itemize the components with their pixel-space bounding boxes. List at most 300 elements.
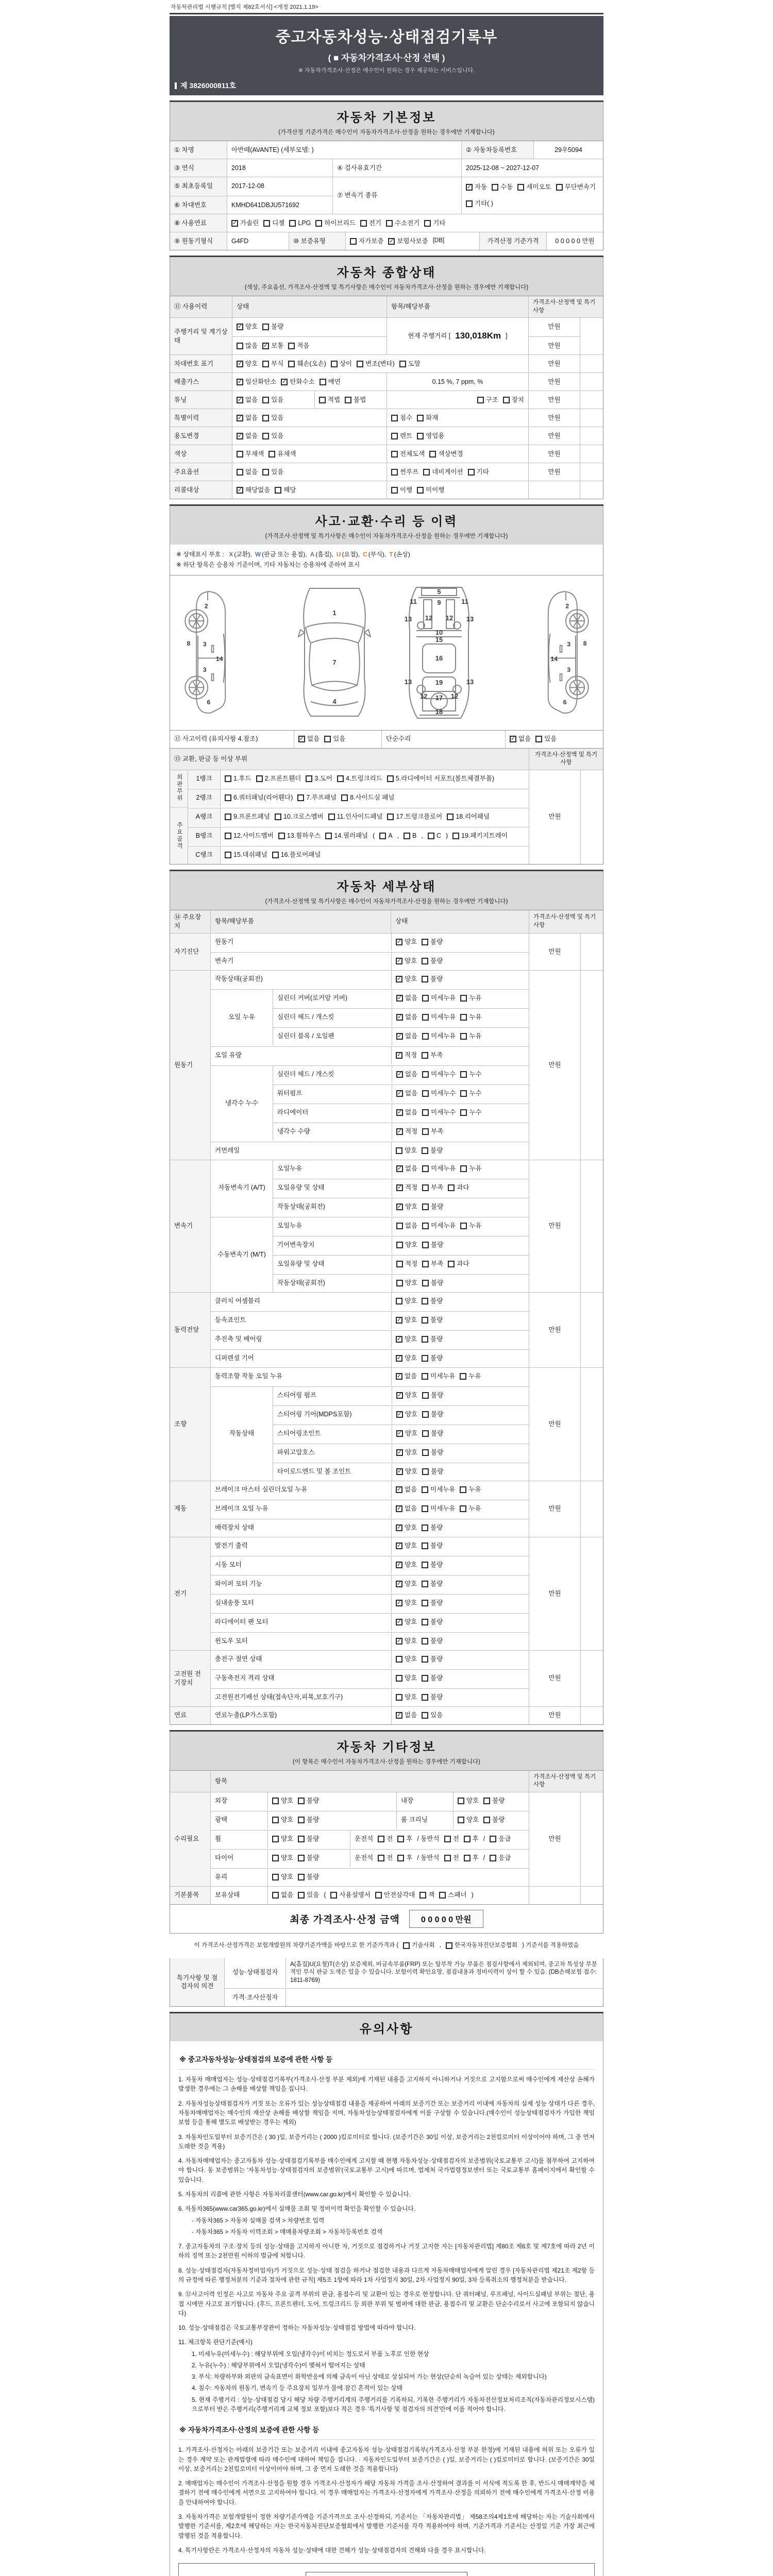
checkbox-적법[interactable] bbox=[319, 396, 340, 404]
checkbox-13.휠하우스[interactable] bbox=[278, 832, 321, 840]
checkbox-box-icon: ✓ bbox=[263, 342, 268, 349]
checkbox-양호[interactable] bbox=[396, 957, 417, 965]
checkbox-있음[interactable] bbox=[262, 414, 283, 422]
field bbox=[345, 232, 479, 250]
checkbox-후[interactable] bbox=[464, 1854, 479, 1862]
checkbox-불량[interactable] bbox=[422, 1637, 443, 1646]
checkbox-후[interactable] bbox=[464, 1835, 479, 1843]
checkbox-불량[interactable] bbox=[422, 1523, 443, 1532]
checkbox-없음[interactable] bbox=[396, 1013, 417, 1022]
checkbox-영업용[interactable] bbox=[417, 432, 444, 440]
checkbox-불량[interactable] bbox=[422, 1599, 443, 1607]
checkbox-구조[interactable] bbox=[477, 396, 498, 404]
checkbox-C[interactable] bbox=[428, 832, 441, 840]
checkbox-불법[interactable] bbox=[345, 396, 366, 404]
checkbox-한국자동차진단보증협회[interactable] bbox=[446, 1942, 517, 1950]
checkbox-디젤[interactable] bbox=[263, 219, 284, 228]
checkbox-label: 적정 bbox=[405, 1184, 418, 1192]
checkbox-없음[interactable] bbox=[237, 432, 258, 440]
checkbox-9.프론트패널[interactable] bbox=[225, 812, 270, 821]
checkbox-없음[interactable] bbox=[396, 994, 417, 1003]
checkbox-없음[interactable] bbox=[272, 1891, 293, 1900]
checkbox-없음[interactable] bbox=[237, 414, 258, 422]
checkbox-LPG[interactable] bbox=[289, 219, 311, 228]
checkbox-미세누유[interactable] bbox=[422, 1372, 455, 1381]
checkbox-미세누유[interactable] bbox=[422, 1222, 456, 1230]
field: 만원 bbox=[529, 1293, 580, 1367]
table-row bbox=[170, 427, 603, 445]
checkbox-불량[interactable] bbox=[422, 1241, 443, 1249]
checkbox-전[interactable] bbox=[444, 1854, 459, 1862]
checkbox-전[interactable] bbox=[378, 1835, 393, 1843]
cell-group bbox=[273, 1066, 529, 1141]
checkbox-누수[interactable] bbox=[460, 1108, 481, 1117]
field bbox=[391, 1633, 529, 1650]
checkbox-불량[interactable] bbox=[422, 1429, 443, 1438]
checkbox-양호[interactable] bbox=[237, 360, 258, 368]
field: 추진축 및 베어링 bbox=[215, 1335, 262, 1343]
checkbox-양호[interactable] bbox=[237, 323, 258, 331]
notice-sub-item: - 자동차365 > 자동차 이력조회 > 매매용차량조회 > 자동차등록번호 검색 bbox=[192, 2228, 383, 2235]
checkbox-양호[interactable] bbox=[396, 1391, 417, 1400]
checkbox-14.필러패널[interactable] bbox=[325, 832, 368, 840]
checkbox-2.프론트휀더[interactable] bbox=[256, 774, 301, 783]
field: 2025-12-08 ~ 2027-12-07 bbox=[461, 159, 603, 177]
checkbox-양호[interactable] bbox=[458, 1816, 479, 1824]
checkbox-양호[interactable] bbox=[396, 1541, 417, 1550]
checkbox-label: 10.크로스멤버 bbox=[283, 813, 324, 821]
checkbox-불량[interactable] bbox=[422, 1541, 443, 1550]
checkbox-불량[interactable] bbox=[422, 1448, 443, 1457]
checkbox-양호[interactable] bbox=[396, 1618, 417, 1626]
checkbox-box-icon bbox=[319, 397, 326, 403]
checkbox-유채색[interactable] bbox=[268, 450, 296, 459]
checkbox-해당없음[interactable] bbox=[237, 486, 270, 495]
checkbox-양호[interactable] bbox=[396, 1202, 417, 1211]
checkbox-없음[interactable] bbox=[298, 735, 320, 743]
checkbox-불량[interactable] bbox=[298, 1797, 319, 1805]
checkbox-양호[interactable] bbox=[272, 1835, 293, 1843]
checkbox-불량[interactable] bbox=[422, 1580, 443, 1588]
checkbox-미세누유[interactable] bbox=[422, 1013, 456, 1022]
checkbox-A[interactable] bbox=[379, 832, 392, 840]
checkbox-양호[interactable] bbox=[396, 1429, 417, 1438]
field bbox=[220, 827, 529, 845]
checkbox-label: 불량 bbox=[430, 1297, 443, 1305]
checkbox-전[interactable] bbox=[444, 1835, 459, 1843]
checkbox-불량[interactable] bbox=[298, 1835, 319, 1843]
checkbox-불량[interactable] bbox=[422, 1146, 443, 1155]
checkbox-양호[interactable] bbox=[396, 938, 417, 946]
checkbox-미세누유[interactable] bbox=[422, 1164, 456, 1173]
checkbox-1.후드[interactable] bbox=[225, 774, 251, 783]
checkbox-미세누수[interactable] bbox=[422, 1108, 456, 1117]
table-row bbox=[225, 1988, 603, 2006]
checkbox-label: 가솔린 bbox=[240, 219, 259, 227]
checkbox-탄화수소[interactable] bbox=[281, 378, 314, 386]
checkbox-세미오토[interactable] bbox=[517, 183, 551, 192]
field: 오일유량 및 상태 bbox=[277, 1260, 325, 1268]
checkbox-후[interactable] bbox=[397, 1835, 412, 1843]
checkbox-label: 일산화탄소 bbox=[245, 378, 277, 385]
car-side-right-diagram[interactable] bbox=[497, 583, 595, 723]
field bbox=[391, 934, 529, 951]
checkbox-누수[interactable] bbox=[460, 1070, 481, 1079]
checkbox-양호[interactable] bbox=[396, 1279, 417, 1287]
table-row bbox=[211, 934, 529, 951]
checkbox-자동[interactable] bbox=[466, 183, 487, 192]
checkbox-18.리어패널[interactable] bbox=[447, 812, 490, 821]
checkbox-적정[interactable] bbox=[396, 1260, 417, 1268]
checkbox-label: 보통 bbox=[271, 342, 284, 349]
checkbox-label: 미세누유 bbox=[431, 1032, 456, 1040]
checkbox-양호[interactable] bbox=[396, 1467, 417, 1476]
checkbox-양호[interactable] bbox=[458, 1797, 479, 1805]
checkbox-양호[interactable] bbox=[272, 1816, 293, 1824]
checkbox-없음[interactable] bbox=[396, 1485, 417, 1494]
checkbox-불량[interactable] bbox=[422, 1297, 443, 1306]
checkbox-부족[interactable] bbox=[422, 1260, 443, 1268]
checkbox-미이행[interactable] bbox=[417, 486, 444, 495]
notice-sub-item: 2. 누유(누수) : 해당부위에서 오일(냉각수)이 맺혀서 떨어지는 상태 bbox=[192, 2361, 365, 2369]
checkbox-보험사보증[interactable] bbox=[388, 237, 428, 246]
checkbox-양호[interactable] bbox=[396, 1448, 417, 1457]
checkbox-미세누유[interactable] bbox=[422, 1504, 455, 1513]
checkbox-장치[interactable] bbox=[503, 396, 524, 404]
checkbox-훼손(오손)[interactable] bbox=[288, 360, 326, 368]
checkbox-없음[interactable] bbox=[237, 396, 258, 404]
checkbox-사용설명서[interactable] bbox=[330, 1891, 370, 1900]
field: 만원 bbox=[529, 1651, 580, 1706]
checkbox-양호[interactable] bbox=[396, 1580, 417, 1588]
checkbox-불량[interactable] bbox=[483, 1797, 505, 1805]
checkbox-양호[interactable] bbox=[396, 975, 417, 984]
checkbox-수동[interactable] bbox=[492, 183, 513, 192]
checkbox-안전삼각대[interactable] bbox=[375, 1891, 415, 1900]
checkbox-불량[interactable] bbox=[422, 1335, 443, 1344]
checkbox-label: 양호 bbox=[405, 938, 417, 946]
checkbox-label: 불량 bbox=[430, 1316, 443, 1324]
checkbox-11.인사이드패널[interactable] bbox=[328, 812, 383, 821]
checkbox-없음[interactable] bbox=[396, 1504, 417, 1513]
checkbox-불량[interactable] bbox=[422, 1354, 443, 1363]
checkbox-box-icon bbox=[298, 1817, 305, 1823]
checkbox-부족[interactable] bbox=[422, 1051, 443, 1060]
checkbox-양호[interactable] bbox=[272, 1873, 293, 1882]
checkbox-있음[interactable] bbox=[262, 432, 283, 440]
checkbox-box-icon bbox=[275, 814, 281, 820]
checkbox-없음[interactable] bbox=[396, 1108, 417, 1117]
checkbox-누유[interactable] bbox=[460, 1485, 481, 1494]
checkbox-많음[interactable] bbox=[237, 342, 258, 350]
field bbox=[580, 1481, 603, 1537]
checkbox-양호[interactable] bbox=[396, 1297, 417, 1306]
checkbox-부족[interactable] bbox=[422, 1127, 443, 1136]
checkbox-3.도어[interactable] bbox=[306, 774, 332, 783]
checkbox-적음[interactable] bbox=[288, 342, 309, 350]
checkbox-box-icon bbox=[422, 1261, 429, 1267]
checkbox-불량[interactable] bbox=[422, 1655, 443, 1664]
checkbox-불량[interactable] bbox=[422, 1618, 443, 1626]
checkbox-있음[interactable] bbox=[422, 1711, 443, 1720]
checkbox-없음[interactable] bbox=[396, 1372, 417, 1381]
checkbox-label: 불량 bbox=[430, 1580, 443, 1588]
checkbox-양호[interactable] bbox=[396, 1561, 417, 1569]
checkbox-양호[interactable] bbox=[396, 1146, 417, 1155]
checkbox-불량[interactable] bbox=[262, 323, 283, 331]
checkbox-자가보증[interactable] bbox=[350, 237, 383, 246]
checkbox-label: 변조(변타) bbox=[365, 360, 395, 367]
checkbox-6.쿼터패널(리어휀다)[interactable] bbox=[225, 793, 293, 802]
table-row bbox=[211, 989, 529, 1045]
checkbox-4.트렁크리드[interactable] bbox=[337, 774, 382, 783]
checkbox-있음[interactable] bbox=[262, 396, 283, 404]
checkbox-label: 없음 bbox=[245, 432, 258, 439]
field: 워터펌프 bbox=[277, 1090, 303, 1097]
checkbox-있음[interactable] bbox=[324, 735, 345, 743]
checkbox-양호[interactable] bbox=[396, 1655, 417, 1664]
checkbox-불량[interactable] bbox=[422, 1391, 443, 1400]
checkbox-label: 6.쿼터패널(리어휀다) bbox=[233, 794, 293, 802]
checkbox-응급[interactable] bbox=[490, 1854, 511, 1862]
field bbox=[232, 373, 386, 391]
checkbox-미세누유[interactable] bbox=[422, 994, 456, 1003]
checkbox-box-icon bbox=[460, 1109, 467, 1116]
checkbox-양호[interactable] bbox=[396, 1316, 417, 1325]
checkbox-box-icon: ✓ bbox=[237, 414, 243, 421]
checkbox-불량[interactable] bbox=[422, 975, 443, 984]
checkbox-불량[interactable] bbox=[422, 1279, 443, 1287]
checkbox-스패너[interactable] bbox=[439, 1891, 466, 1900]
checkbox-B[interactable] bbox=[404, 832, 416, 840]
checkbox-후[interactable] bbox=[397, 1854, 412, 1862]
checkbox-침수[interactable] bbox=[391, 414, 412, 422]
checkbox-기술사회[interactable] bbox=[403, 1942, 434, 1950]
checkbox-label: 수동 bbox=[500, 183, 513, 191]
checkbox-box-icon bbox=[324, 736, 331, 742]
checkbox-19.패키지트레이[interactable] bbox=[452, 832, 508, 840]
car-top-diagram[interactable] bbox=[288, 583, 381, 723]
checkbox-하이브리드[interactable] bbox=[315, 219, 355, 228]
checkbox-누유[interactable] bbox=[460, 994, 481, 1003]
checkbox-불량[interactable] bbox=[422, 938, 443, 946]
checkbox-label: 불량 bbox=[492, 1816, 505, 1824]
checkbox-양호[interactable] bbox=[396, 1674, 417, 1683]
checkbox-누유[interactable] bbox=[460, 1013, 481, 1022]
checkbox-누수[interactable] bbox=[460, 1089, 481, 1098]
checkbox-없음[interactable] bbox=[396, 1070, 417, 1079]
checkbox-미세누수[interactable] bbox=[422, 1089, 456, 1098]
checkbox-16.플로어패널[interactable] bbox=[272, 851, 321, 859]
table-row bbox=[211, 1811, 529, 1829]
table-row bbox=[211, 1792, 529, 1810]
field bbox=[391, 1293, 529, 1310]
car-bottom-diagram[interactable] bbox=[393, 583, 485, 723]
notice-item: 5. 자동차의 리콜에 관한 사항은 자동차리콜센터(www.car.go.kr)에서 확인할 수 있습니다. bbox=[178, 2190, 411, 2198]
notice-item: 2. 자동차성능상태점검자가 거짓 또는 오류가 있는 성능상태점검 내용을 제공하여 아래의 보증기간 또는 보증거리 이내에 자동차의 실제 성능 상태가 다른 경우, 자동차매매업자는 매수인의 재산상 손해를 배상할 책임을 지며, 자동차성능상태점검자에게 이를 구상할 수 있습니다.(매수인이 성능상태점검자가 가입한 책임보험 등을 통해 별도로 배상받는 경우는 제외) bbox=[178, 2099, 595, 2126]
checkbox-label: 있음 bbox=[430, 1711, 443, 1719]
checkbox-누유[interactable] bbox=[460, 1164, 481, 1173]
checkbox-무단변속기[interactable] bbox=[556, 183, 596, 192]
checkbox-양호[interactable] bbox=[396, 1410, 417, 1419]
checkbox-상이[interactable] bbox=[331, 360, 352, 368]
checkbox-전[interactable] bbox=[378, 1854, 393, 1862]
checkbox-가솔린[interactable] bbox=[231, 219, 259, 228]
checkbox-없음[interactable] bbox=[396, 1222, 417, 1230]
checkbox-불량[interactable] bbox=[422, 957, 443, 965]
checkbox-label: 있음 bbox=[333, 735, 346, 743]
checkbox-매연[interactable] bbox=[320, 378, 341, 386]
checkbox-불량[interactable] bbox=[422, 1410, 443, 1419]
checkbox-없음[interactable] bbox=[396, 1089, 417, 1098]
checkbox-label: 불량 bbox=[431, 1241, 444, 1249]
checkbox-label: 양호 bbox=[405, 1203, 418, 1211]
checkbox-7.루프패널[interactable] bbox=[297, 793, 337, 802]
checkbox-있음[interactable] bbox=[262, 468, 283, 477]
checkbox-box-icon bbox=[315, 220, 322, 227]
checkbox-양호[interactable] bbox=[396, 1599, 417, 1607]
checkbox-label: 미세누수 bbox=[431, 1090, 456, 1097]
checkbox-없음[interactable] bbox=[237, 468, 258, 477]
checkbox-불량[interactable] bbox=[422, 1202, 443, 1211]
table-row bbox=[273, 1405, 529, 1423]
checkbox-무채색[interactable] bbox=[237, 450, 264, 459]
checkbox-양호[interactable] bbox=[396, 1335, 417, 1344]
checkbox-기타( )[interactable] bbox=[466, 199, 493, 208]
checkbox-불량[interactable] bbox=[422, 1674, 443, 1683]
checkbox-8.사이드실 패널[interactable] bbox=[341, 793, 394, 802]
checkbox-적정[interactable] bbox=[396, 1051, 417, 1060]
checkbox-12.사이드멤버[interactable] bbox=[225, 832, 274, 840]
checkbox-렌트[interactable] bbox=[391, 432, 412, 440]
checkbox-label: 2.프론트휀더 bbox=[264, 775, 301, 783]
checkbox-미세누유[interactable] bbox=[422, 1032, 456, 1041]
checkbox-불량[interactable] bbox=[422, 1316, 443, 1325]
checkbox-양호[interactable] bbox=[396, 1241, 417, 1249]
checkbox-box-icon bbox=[458, 1817, 464, 1823]
checkbox-부식[interactable] bbox=[262, 360, 283, 368]
checkbox-box-icon bbox=[466, 200, 473, 207]
checkbox-없음[interactable] bbox=[396, 1164, 417, 1173]
checkbox-10.크로스멤버[interactable] bbox=[275, 812, 324, 821]
checkbox-box-icon bbox=[268, 451, 275, 457]
checkbox-누유[interactable] bbox=[460, 1372, 481, 1381]
checkbox-미세누유[interactable] bbox=[422, 1485, 455, 1494]
checkbox-미세누수[interactable] bbox=[422, 1070, 456, 1079]
checkbox-전기[interactable] bbox=[360, 219, 381, 228]
car-side-left-diagram[interactable] bbox=[178, 583, 276, 723]
checkbox-과다[interactable] bbox=[448, 1260, 469, 1268]
checkbox-있음[interactable] bbox=[535, 735, 557, 743]
cell-group bbox=[210, 1481, 529, 1537]
checkbox-label: 무채색 bbox=[245, 450, 264, 457]
checkbox-수소전기[interactable] bbox=[386, 219, 419, 228]
checkbox-해당[interactable] bbox=[275, 486, 296, 495]
symbol-W: W bbox=[255, 551, 261, 558]
checkbox-적정[interactable] bbox=[396, 1127, 417, 1136]
checkbox-불량[interactable] bbox=[422, 1467, 443, 1476]
checkbox-기타[interactable] bbox=[468, 468, 489, 477]
field: 전기 bbox=[170, 1537, 210, 1650]
checkbox-불량[interactable] bbox=[422, 1693, 443, 1702]
checkbox-box-icon bbox=[298, 1874, 305, 1880]
checkbox-누유[interactable] bbox=[460, 1222, 481, 1230]
field: 스티어링조인트 bbox=[277, 1430, 321, 1437]
checkbox-없음[interactable] bbox=[510, 735, 531, 743]
checkbox-있음[interactable] bbox=[298, 1891, 319, 1900]
checkbox-15.대쉬패널[interactable] bbox=[225, 851, 267, 859]
checkbox-기타[interactable] bbox=[424, 219, 445, 228]
checkbox-양호[interactable] bbox=[396, 1637, 417, 1646]
symbol-X: X bbox=[229, 551, 233, 558]
checkbox-잭[interactable] bbox=[419, 1891, 434, 1900]
checkbox-누유[interactable] bbox=[460, 1032, 481, 1041]
checkbox-label: 세미오토 bbox=[526, 183, 551, 191]
panel-number-label: 16 bbox=[435, 654, 443, 662]
checkbox-5.라디에이터 서포트(볼트체결부품)[interactable] bbox=[387, 774, 494, 783]
checkbox-없음[interactable] bbox=[396, 1711, 417, 1720]
checkbox-불량[interactable] bbox=[298, 1873, 319, 1882]
checkbox-도말[interactable] bbox=[399, 360, 421, 368]
checkbox-양호[interactable] bbox=[272, 1797, 293, 1805]
checkbox-과다[interactable] bbox=[448, 1183, 469, 1192]
notice-blocks bbox=[178, 2047, 595, 2555]
field bbox=[267, 1792, 396, 1810]
checkbox-적정[interactable] bbox=[396, 1183, 417, 1192]
cell-group bbox=[210, 1537, 529, 1650]
checkbox-이행[interactable] bbox=[391, 486, 412, 495]
checkbox-보통[interactable] bbox=[262, 342, 283, 350]
checkbox-양호[interactable] bbox=[396, 1693, 417, 1702]
field bbox=[392, 990, 529, 1007]
checkbox-box-icon bbox=[424, 220, 431, 227]
checkbox-불량[interactable] bbox=[483, 1816, 505, 1824]
checkbox-네비게이션[interactable] bbox=[423, 468, 463, 477]
checkbox-화재[interactable] bbox=[417, 414, 438, 422]
field: ⑪ 사용이력 bbox=[170, 296, 232, 317]
checkbox-양호[interactable] bbox=[396, 1354, 417, 1363]
checkbox-label: 렌트 bbox=[400, 432, 413, 439]
checkbox-label: 전 bbox=[452, 1835, 459, 1843]
checkbox-없음[interactable] bbox=[396, 1032, 417, 1041]
checkbox-변조(변타)[interactable] bbox=[357, 360, 395, 368]
checkbox-label: 유채색 bbox=[277, 450, 296, 457]
checkbox-17.트렁크플로어[interactable] bbox=[387, 812, 442, 821]
checkbox-일산화탄소[interactable] bbox=[237, 378, 276, 386]
table-row bbox=[211, 1349, 529, 1367]
checkbox-label: 미세누유 bbox=[430, 1372, 456, 1380]
checkbox-label: 미세누유 bbox=[431, 1013, 456, 1021]
checkbox-불량[interactable] bbox=[422, 1561, 443, 1569]
checkbox-box-icon: ✓ bbox=[397, 1090, 402, 1097]
checkbox-색상변경[interactable] bbox=[429, 450, 463, 459]
checkbox-label: 없음 bbox=[405, 1165, 418, 1173]
table-row bbox=[170, 141, 603, 159]
checkbox-전체도색[interactable] bbox=[391, 450, 425, 459]
checkbox-썬루프[interactable] bbox=[391, 468, 418, 477]
checkbox-불량[interactable] bbox=[298, 1854, 319, 1862]
checkbox-응급[interactable] bbox=[490, 1835, 511, 1843]
checkbox-부족[interactable] bbox=[422, 1183, 443, 1192]
checkbox-box-icon bbox=[468, 469, 475, 476]
checkbox-누유[interactable] bbox=[460, 1504, 481, 1513]
checkbox-양호[interactable] bbox=[272, 1854, 293, 1862]
checkbox-box-icon: ✓ bbox=[397, 995, 402, 1002]
checkbox-불량[interactable] bbox=[298, 1816, 319, 1824]
checkbox-box-icon bbox=[422, 1280, 429, 1286]
table-row bbox=[170, 177, 227, 195]
checkbox-양호[interactable] bbox=[396, 1523, 417, 1532]
